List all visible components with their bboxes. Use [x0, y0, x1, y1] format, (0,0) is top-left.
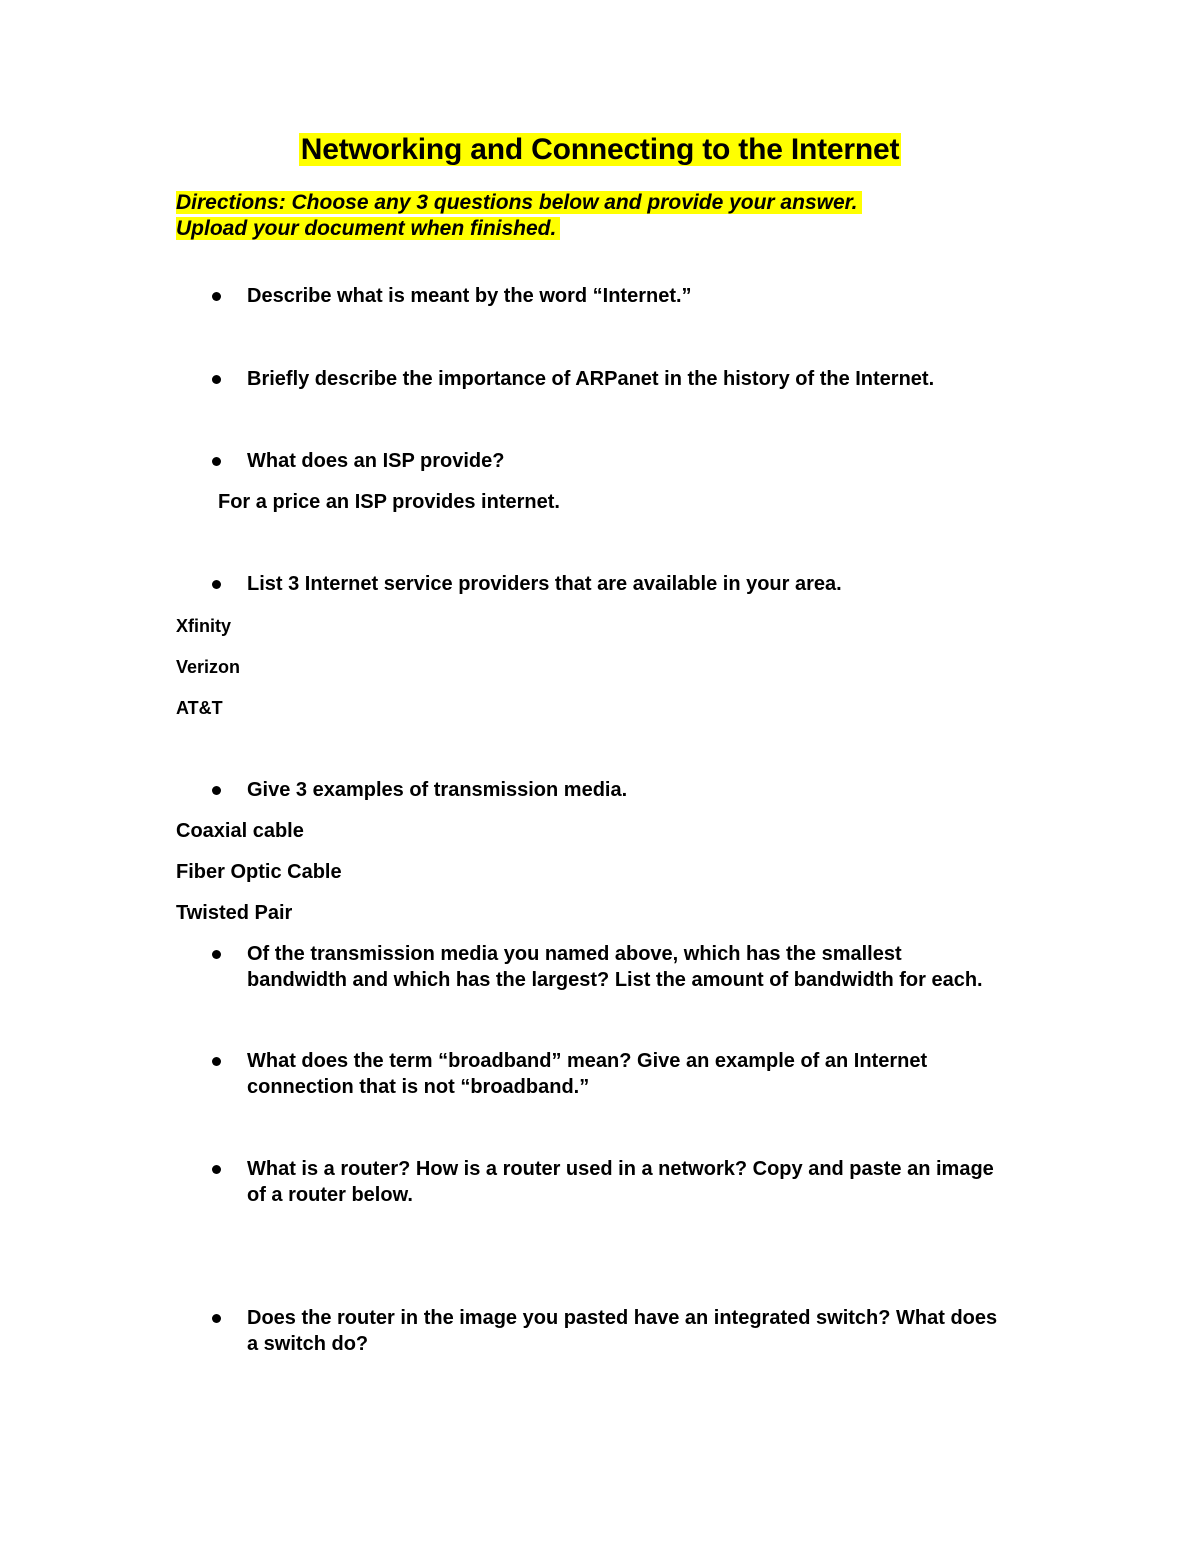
answer-media-1: Coaxial cable: [176, 820, 304, 842]
bullet-icon: [212, 375, 221, 384]
answer-provider-2: Verizon: [176, 657, 241, 677]
directions-line-1: Directions: Choose any 3 questions below and provide your answer.: [176, 190, 976, 216]
bullet-icon: [212, 292, 221, 301]
bullet-icon: [212, 1057, 221, 1066]
bullet-icon: [212, 786, 221, 795]
question-8: What is a router? How is a router used in a network? Copy and paste an image of a router below.: [247, 1158, 994, 1206]
question-5: Give 3 examples of transmission media.: [247, 779, 628, 801]
bullet-icon: [212, 1165, 221, 1174]
bullet-icon: [212, 1314, 221, 1323]
page-title-text: Networking and Connecting to the Internet: [300, 133, 900, 166]
answer-media-2: Fiber Optic Cable: [176, 861, 342, 883]
page-title: [0, 130, 1200, 170]
question-2: Briefly describe the importance of ARPanet in the history of the Internet.: [247, 368, 935, 390]
answer-provider-1: Xfinity: [176, 616, 232, 636]
question-9: Does the router in the image you pasted have an integrated switch? What does a switch do?: [247, 1307, 998, 1355]
answer-media-3: Twisted Pair: [176, 902, 293, 924]
answer-isp: For a price an ISP provides internet.: [218, 491, 560, 513]
directions-block: [176, 190, 976, 242]
question-3: What does an ISP provide?: [247, 450, 505, 472]
question-6: Of the transmission media you named above, which has the smallest bandwidth and which has the largest? List the amount of bandwidth for each.: [247, 943, 983, 991]
question-4: List 3 Internet service providers that are available in your area.: [247, 573, 842, 595]
bullet-icon: [212, 580, 221, 589]
bullet-icon: [212, 457, 221, 466]
bullet-icon: [212, 950, 221, 959]
question-1: Describe what is meant by the word “Internet.”: [247, 285, 692, 307]
answer-provider-3: AT&T: [176, 698, 223, 718]
question-7: What does the term “broadband” mean? Give an example of an Internet connection that is not “broadband.”: [247, 1050, 928, 1098]
directions-line-2: Upload your document when finished.: [176, 216, 976, 242]
